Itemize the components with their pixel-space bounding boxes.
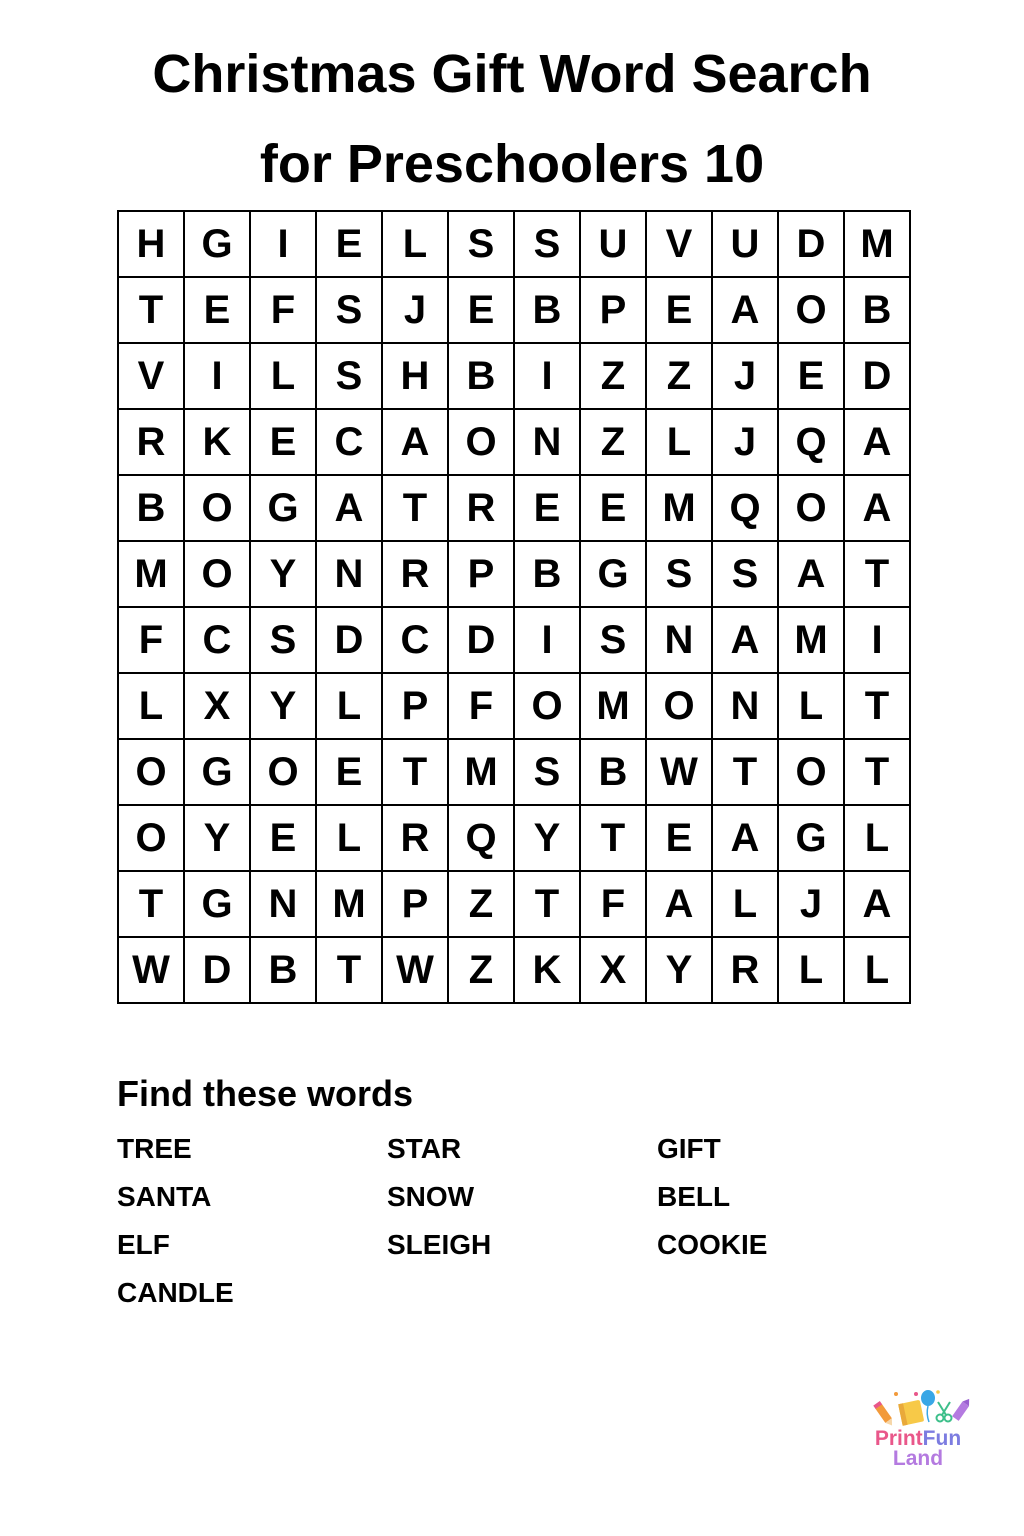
word-list-item: SLEIGH [387,1229,492,1260]
grid-cell: B [515,542,581,608]
grid-cell: T [845,740,911,806]
grid-cell: E [647,806,713,872]
grid-cell: I [515,608,581,674]
grid-cell: A [713,806,779,872]
grid-cell: A [317,476,383,542]
grid-cell: Y [515,806,581,872]
grid-cell: S [647,542,713,608]
grid-cell: X [581,938,647,1004]
grid-cell: J [713,344,779,410]
grid-cell: D [185,938,251,1004]
grid-cell: R [713,938,779,1004]
grid-cell: L [845,938,911,1004]
grid-cell: B [251,938,317,1004]
grid-cell: X [185,674,251,740]
grid-cell: I [515,344,581,410]
grid-cell: E [251,806,317,872]
grid-cell: K [515,938,581,1004]
grid-cell: S [317,344,383,410]
grid-cell: H [119,212,185,278]
grid-cell: E [449,278,515,344]
grid-cell: L [251,344,317,410]
grid-cell: Z [581,344,647,410]
logo-print-text: Print [874,1427,923,1450]
grid-cell: C [317,410,383,476]
grid-cell: A [647,872,713,938]
grid-cell: R [119,410,185,476]
grid-cell: T [119,278,185,344]
grid-cell: A [713,278,779,344]
grid-cell: E [251,410,317,476]
grid-cell: O [119,806,185,872]
grid-cell: M [779,608,845,674]
grid-cell: L [317,674,383,740]
grid-cell: K [185,410,251,476]
grid-cell: S [317,278,383,344]
grid-cell: L [647,410,713,476]
grid-cell: E [515,476,581,542]
grid-cell: W [383,938,449,1004]
grid-cell: Z [647,344,713,410]
grid-cell: S [581,608,647,674]
word-list-item: STAR [387,1133,462,1164]
grid-cell: M [647,476,713,542]
grid-cell: N [251,872,317,938]
grid-cell: O [251,740,317,806]
grid-cell: O [185,542,251,608]
grid-cell: A [845,872,911,938]
grid-cell: S [515,740,581,806]
grid-cell: G [185,872,251,938]
grid-cell: T [713,740,779,806]
grid-cell: E [317,740,383,806]
grid-cell: V [647,212,713,278]
grid-cell: L [383,212,449,278]
grid-cell: E [647,278,713,344]
grid-cell: S [251,608,317,674]
grid-cell: L [713,872,779,938]
grid-cell: Z [449,938,515,1004]
word-list-item: TREE [117,1133,192,1164]
word-list-item: GIFT [657,1133,721,1164]
grid-cell: C [185,608,251,674]
grid-cell: Y [647,938,713,1004]
grid-cell: M [845,212,911,278]
grid-cell: J [713,410,779,476]
page-title-line-2: for Preschoolers 10 [259,134,765,194]
grid-cell: R [383,806,449,872]
grid-cell: O [119,740,185,806]
grid-cell: G [185,740,251,806]
grid-cell: A [845,476,911,542]
grid-cell: N [317,542,383,608]
grid-cell: L [845,806,911,872]
grid-cell: A [713,608,779,674]
grid-cell: B [119,476,185,542]
grid-cell: U [713,212,779,278]
page-title-line-1: Christmas Gift Word Search [152,44,872,104]
grid-cell: J [779,872,845,938]
grid-cell: V [119,344,185,410]
grid-cell: B [845,278,911,344]
grid-cell: Z [581,410,647,476]
crafts-icon [866,1388,970,1432]
grid-cell: A [383,410,449,476]
grid-cell: T [845,674,911,740]
grid-cell: E [779,344,845,410]
word-list-item: CANDLE [117,1277,234,1308]
grid-cell: Y [251,542,317,608]
word-list-item: ELF [117,1229,170,1260]
grid-cell: G [185,212,251,278]
grid-cell: L [779,674,845,740]
word-list-item: BELL [657,1181,731,1212]
grid-cell: E [317,212,383,278]
grid-cell: H [383,344,449,410]
grid-cell: C [383,608,449,674]
grid-cell: B [515,278,581,344]
grid-cell: D [845,344,911,410]
grid-cell: T [317,938,383,1004]
grid-cell: I [251,212,317,278]
grid-cell: G [581,542,647,608]
grid-cell: G [251,476,317,542]
find-words-heading: Find these words [117,1073,414,1114]
grid-cell: E [185,278,251,344]
grid-cell: M [317,872,383,938]
grid-cell: D [449,608,515,674]
grid-cell: O [515,674,581,740]
grid-cell: S [449,212,515,278]
grid-cell: O [647,674,713,740]
word-list-item: SNOW [387,1181,475,1212]
grid-cell: G [779,806,845,872]
grid-cell: D [779,212,845,278]
logo-land-text: Land [892,1447,944,1470]
grid-cell: O [185,476,251,542]
grid-cell: S [713,542,779,608]
grid-cell: R [383,542,449,608]
grid-cell: N [647,608,713,674]
grid-cell: M [581,674,647,740]
grid-cell: O [779,278,845,344]
grid-cell: P [383,872,449,938]
grid-cell: O [779,740,845,806]
grid-cell: O [779,476,845,542]
grid-cell: Y [251,674,317,740]
logo-fun-text: Fun [922,1427,962,1450]
grid-cell: F [251,278,317,344]
grid-cell: F [449,674,515,740]
grid-cell: T [119,872,185,938]
grid-cell: B [449,344,515,410]
grid-cell: Q [713,476,779,542]
grid-cell: M [449,740,515,806]
grid-cell: A [845,410,911,476]
grid-cell: J [383,278,449,344]
grid-cell: Q [449,806,515,872]
printfunland-logo [866,1388,976,1478]
grid-cell: E [581,476,647,542]
grid-cell: L [779,938,845,1004]
grid-cell: S [515,212,581,278]
grid-cell: F [581,872,647,938]
word-list-item: SANTA [117,1181,212,1212]
grid-cell: T [845,542,911,608]
grid-cell: T [581,806,647,872]
grid-cell: P [449,542,515,608]
grid-cell: Y [185,806,251,872]
word-list-item: COOKIE [657,1229,768,1260]
grid-cell: A [779,542,845,608]
grid-cell: Z [449,872,515,938]
word-search-grid [117,210,911,1004]
grid-cell: N [713,674,779,740]
grid-cell: L [317,806,383,872]
grid-cell: N [515,410,581,476]
grid-cell: R [449,476,515,542]
grid-cell: I [845,608,911,674]
grid-cell: B [581,740,647,806]
grid-cell: Q [779,410,845,476]
grid-cell: F [119,608,185,674]
word-list [117,1130,927,1322]
grid-cell: T [515,872,581,938]
grid-cell: D [317,608,383,674]
grid-cell: W [119,938,185,1004]
grid-cell: L [119,674,185,740]
grid-cell: T [383,476,449,542]
grid-cell: I [185,344,251,410]
grid-cell: M [119,542,185,608]
grid-cell: P [581,278,647,344]
grid-cell: P [383,674,449,740]
grid-cell: T [383,740,449,806]
grid-cell: O [449,410,515,476]
grid-cell: U [581,212,647,278]
grid-cell: W [647,740,713,806]
